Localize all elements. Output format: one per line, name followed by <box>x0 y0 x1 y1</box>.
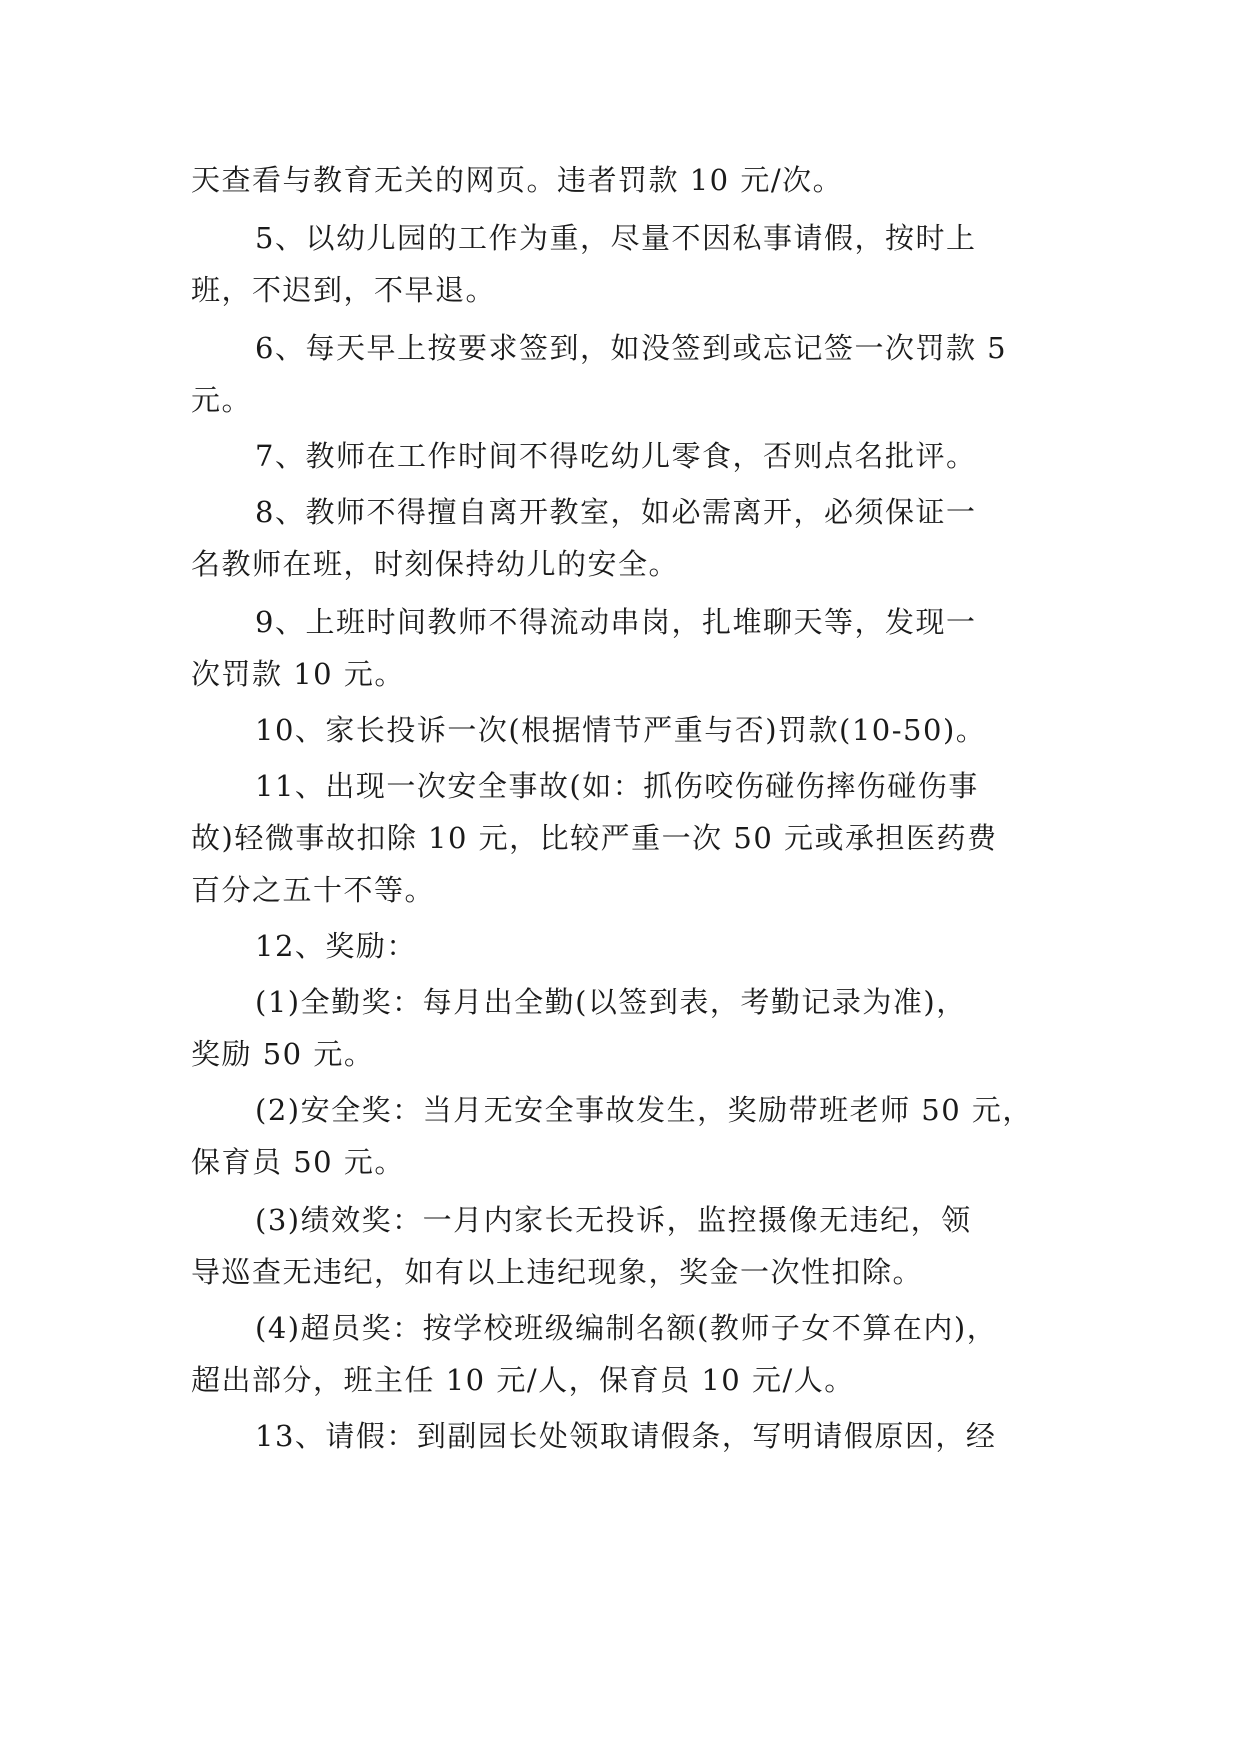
text-line: 7、教师在工作时间不得吃幼儿零食，否则点名批评。 <box>255 439 977 473</box>
text-line: 6、每天早上按要求签到，如没签到或忘记签一次罚款 5 <box>255 331 1008 365</box>
text-line: 次罚款 10 元。 <box>191 657 405 691</box>
text-line: 故)轻微事故扣除 10 元，比较严重一次 50 元或承担医药费 <box>191 821 998 855</box>
text-line: 8、教师不得擅自离开教室，如必需离开，必须保证一 <box>255 495 977 529</box>
text-line: 百分之五十不等。 <box>191 873 436 907</box>
text-line: (1)全勤奖：每月出全勤(以签到表，考勤记录为准)， <box>255 985 967 1019</box>
text-line: 元。 <box>191 383 253 417</box>
text-line: 名教师在班，时刻保持幼儿的安全。 <box>191 547 680 581</box>
text-line: 保育员 50 元。 <box>191 1145 405 1179</box>
text-line: (3)绩效奖：一月内家长无投诉，监控摄像无违纪，领 <box>255 1203 972 1237</box>
text-line: 12、奖励： <box>255 929 417 963</box>
text-line: 超出部分，班主任 10 元/人，保育员 10 元/人。 <box>191 1363 855 1397</box>
text-line: 班，不迟到，不早退。 <box>191 273 497 307</box>
text-line: 天查看与教育无关的网页。违者罚款 10 元/次。 <box>191 163 844 197</box>
text-line: 5、以幼儿园的工作为重，尽量不因私事请假，按时上 <box>255 221 977 255</box>
text-line: (4)超员奖：按学校班级编制名额(教师子女不算在内)， <box>255 1311 998 1345</box>
text-line: 9、上班时间教师不得流动串岗，扎堆聊天等，发现一 <box>255 605 977 639</box>
text-line: 10、家长投诉一次(根据情节严重与否)罚款(10-50)。 <box>255 713 987 747</box>
text-line: 奖励 50 元。 <box>191 1037 375 1071</box>
text-line: 导巡查无违纪，如有以上违纪现象，奖金一次性扣除。 <box>191 1255 924 1289</box>
text-line: (2)安全奖：当月无安全事故发生，奖励带班老师 50 元， <box>255 1093 1033 1127</box>
text-line: 13、请假：到副园长处领取请假条，写明请假原因，经 <box>255 1419 997 1453</box>
text-line: 11、出现一次安全事故(如：抓伤咬伤碰伤摔伤碰伤事 <box>255 769 979 803</box>
